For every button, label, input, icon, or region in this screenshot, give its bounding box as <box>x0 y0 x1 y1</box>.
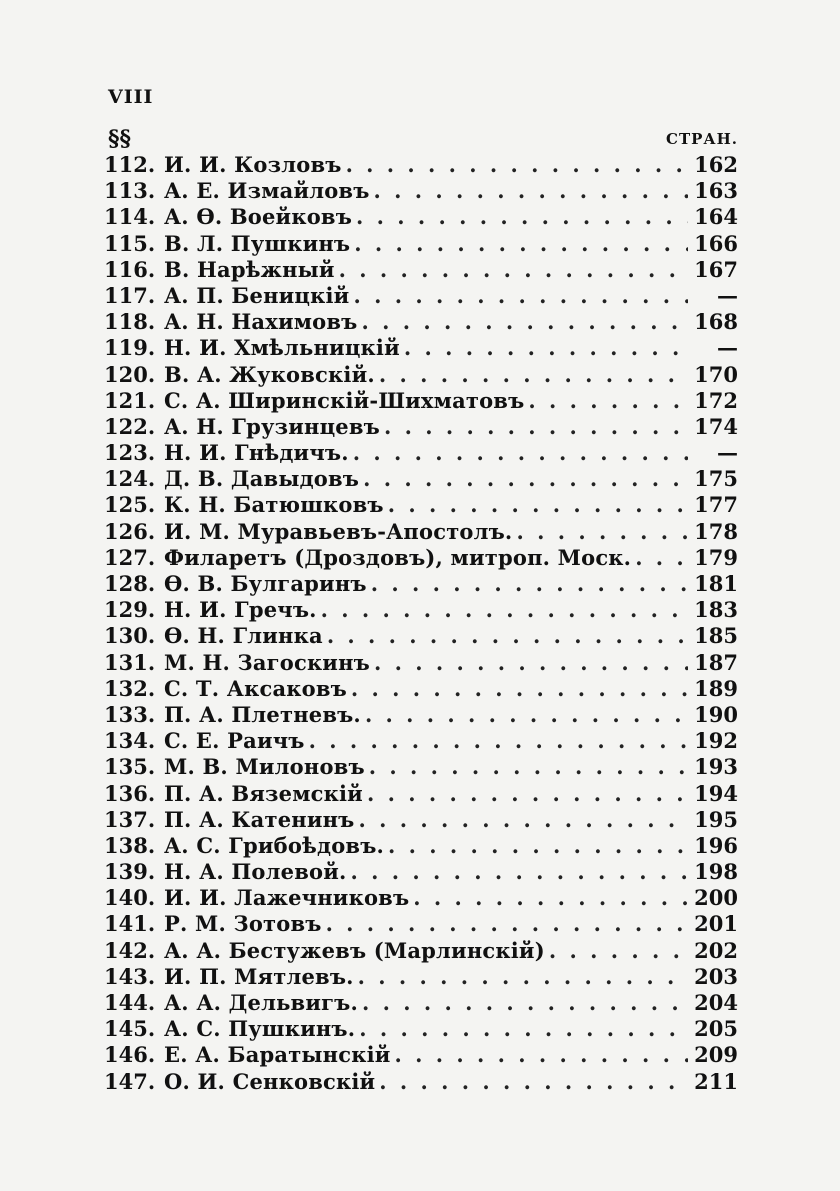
toc-entry-page: 195 <box>694 806 738 832</box>
toc-entry-number: 142. <box>104 937 156 963</box>
toc-entry-page: 164 <box>694 204 738 230</box>
toc-entry-title: И. И. Лажечниковъ <box>164 885 410 911</box>
dot-leader <box>358 964 688 990</box>
toc-entry-title: Н. И. Гречъ. <box>164 597 317 623</box>
dot-leader <box>388 833 688 859</box>
toc-entry <box>104 440 738 466</box>
toc-entry-title: Н. А. Полевой. <box>164 859 347 885</box>
toc-entry-page: 198 <box>694 859 738 885</box>
toc-entry <box>104 519 738 545</box>
toc-entry-title: А. Н. Нахимовъ <box>164 309 358 335</box>
toc-entry-page: 204 <box>694 990 738 1015</box>
toc-entry <box>104 1016 738 1042</box>
dot-leader <box>379 362 688 388</box>
dot-leader <box>369 754 688 780</box>
toc-entry-page: 163 <box>694 178 738 204</box>
toc-entry-title: В. Л. Пушкинъ <box>164 230 351 256</box>
toc-entry-number: 123. <box>104 440 156 466</box>
toc-entry <box>104 623 738 649</box>
toc-entry-page: — <box>717 335 738 361</box>
toc-entry-number: 130. <box>104 623 156 649</box>
toc-entry-number: 132. <box>104 675 156 701</box>
toc-entry-number: 144. <box>104 990 156 1015</box>
dot-leader <box>388 492 688 518</box>
toc-entry-title: С. Т. Аксаковъ <box>164 675 347 701</box>
toc-entry-number: 143. <box>104 963 156 989</box>
toc-entry <box>104 283 738 309</box>
toc-entry-number: 125. <box>104 492 156 518</box>
toc-entry-page: 181 <box>694 571 738 596</box>
toc-entry-page: 172 <box>694 387 738 413</box>
dot-leader <box>374 650 688 676</box>
table-of-contents <box>104 152 738 1095</box>
toc-entry-title: А. Е. Измайловъ <box>164 178 370 204</box>
page-column-label: СТРАН. <box>666 130 738 148</box>
toc-entry-title: И. М. Муравьевъ-Апостолъ. <box>164 518 513 544</box>
section-mark: §§ <box>108 126 132 152</box>
toc-entry-page: 200 <box>694 885 738 911</box>
toc-entry-page: 183 <box>694 597 738 623</box>
toc-entry-page: 179 <box>694 544 738 570</box>
toc-entry-page: 192 <box>694 728 738 754</box>
toc-entry-title: С. А. Ширинскій-Шихматовъ <box>164 387 525 413</box>
toc-entry-page: 185 <box>694 623 738 649</box>
dot-leader <box>374 178 688 204</box>
toc-entry-number: 140. <box>104 885 156 911</box>
dot-leader <box>354 231 688 257</box>
toc-entry <box>104 152 738 178</box>
dot-leader <box>339 257 688 283</box>
toc-entry-page: 194 <box>694 780 738 806</box>
toc-entry-title: А. С. Пушкинъ. <box>164 1016 356 1042</box>
toc-entry-page: — <box>717 282 738 308</box>
toc-entry-number: 112. <box>104 152 156 177</box>
toc-entry-number: 113. <box>104 178 156 204</box>
toc-entry-title: Д. В. Давыдовъ <box>164 466 360 492</box>
toc-entry-page: — <box>717 440 738 466</box>
toc-entry <box>104 938 738 964</box>
toc-entry-page: 187 <box>694 649 738 675</box>
toc-entry-title: Р. М. Зотовъ <box>164 911 322 937</box>
toc-entry-number: 128. <box>104 571 156 596</box>
toc-entry-page: 168 <box>694 309 738 335</box>
toc-entry-number: 117. <box>104 282 156 308</box>
toc-entry-title: Ѳ. В. Булгаринъ <box>164 571 367 596</box>
toc-entry-page: 174 <box>694 413 738 439</box>
toc-entry-title: О. И. Сенковскій <box>164 1068 376 1094</box>
toc-entry <box>104 414 738 440</box>
toc-entry <box>104 885 738 911</box>
toc-entry <box>104 571 738 597</box>
toc-entry-page: 162 <box>694 152 738 177</box>
toc-entry-title: Филаретъ (Дроздовъ), митроп. Моск. <box>164 544 632 570</box>
toc-entry-number: 114. <box>104 204 156 230</box>
toc-entry-page: 166 <box>694 230 738 256</box>
toc-entry-number: 124. <box>104 466 156 492</box>
toc-entry-number: 115. <box>104 230 156 256</box>
toc-entry <box>104 545 738 571</box>
dot-leader <box>367 781 688 807</box>
dot-leader <box>395 1042 688 1068</box>
toc-entry-number: 136. <box>104 780 156 806</box>
dot-leader <box>351 676 688 702</box>
dot-leader <box>309 728 688 754</box>
toc-entry <box>104 309 738 335</box>
toc-entry <box>104 859 738 885</box>
toc-entry <box>104 702 738 728</box>
toc-entry-number: 141. <box>104 911 156 937</box>
dot-leader <box>361 309 688 335</box>
toc-entry <box>104 1042 738 1068</box>
toc-entry <box>104 492 738 518</box>
dot-leader <box>327 623 688 649</box>
dot-leader <box>371 571 688 597</box>
toc-entry-page: 167 <box>694 256 738 282</box>
toc-entry-title: Н. И. Хмѣльницкій <box>164 335 400 361</box>
toc-entry-title: Н. И. Гнѣдичъ. <box>164 440 349 466</box>
dot-leader <box>363 466 688 492</box>
dot-leader <box>413 885 688 911</box>
toc-entry <box>104 754 738 780</box>
toc-entry-title: В. А. Жуковскій. <box>164 361 375 387</box>
toc-entry-number: 146. <box>104 1042 156 1068</box>
toc-entry-page: 193 <box>694 754 738 780</box>
toc-entry-page: 178 <box>694 518 738 544</box>
toc-entry-title: П. А. Катенинъ <box>164 806 355 832</box>
toc-entry-title: П. А. Вяземскій <box>164 780 363 806</box>
toc-entry <box>104 990 738 1016</box>
toc-entry <box>104 911 738 937</box>
toc-entry-title: М. В. Милоновъ <box>164 754 365 780</box>
toc-entry-number: 135. <box>104 754 156 780</box>
toc-entry <box>104 728 738 754</box>
toc-entry <box>104 597 738 623</box>
dot-leader <box>384 414 688 440</box>
dot-leader <box>353 283 688 309</box>
toc-entry-number: 120. <box>104 361 156 387</box>
toc-entry-page: 209 <box>694 1042 738 1068</box>
toc-entry-number: 137. <box>104 806 156 832</box>
dot-leader <box>326 911 688 937</box>
toc-entry-title: Е. А. Баратынскій <box>164 1042 391 1068</box>
toc-entry-number: 126. <box>104 518 156 544</box>
toc-entry-title: И. И. Козловъ <box>164 152 342 177</box>
dot-leader <box>379 1069 688 1095</box>
toc-entry-title: А. А. Бестужевъ (Марлинскій) <box>164 937 545 963</box>
toc-entry <box>104 388 738 414</box>
toc-entry-number: 116. <box>104 256 156 282</box>
page-number: VIII <box>108 86 154 108</box>
toc-entry-page: 211 <box>694 1068 738 1094</box>
toc-entry <box>104 466 738 492</box>
toc-entry <box>104 833 738 859</box>
toc-entry-title: К. Н. Батюшковъ <box>164 492 384 518</box>
toc-entry-page: 189 <box>694 675 738 701</box>
toc-entry <box>104 204 738 230</box>
dot-leader <box>356 204 688 230</box>
toc-entry-title: А. Н. Грузинцевъ <box>164 413 380 439</box>
toc-entry-page: 202 <box>694 937 738 963</box>
dot-leader <box>365 702 688 728</box>
toc-entry-number: 119. <box>104 335 156 361</box>
toc-entry <box>104 1069 738 1095</box>
toc-entry-number: 118. <box>104 309 156 335</box>
toc-entry-number: 121. <box>104 387 156 413</box>
toc-entry-title: А. П. Беницкій <box>164 282 350 308</box>
toc-entry <box>104 964 738 990</box>
dot-leader <box>404 335 688 361</box>
dot-leader <box>346 152 688 178</box>
toc-entry-page: 205 <box>694 1016 738 1042</box>
dot-leader <box>350 859 688 885</box>
toc-entry-number: 122. <box>104 413 156 439</box>
toc-entry-title: И. П. Мятлевъ. <box>164 963 354 989</box>
toc-entry <box>104 257 738 283</box>
dot-leader <box>528 388 688 414</box>
toc-entry <box>104 781 738 807</box>
toc-entry <box>104 807 738 833</box>
toc-entry-page: 170 <box>694 361 738 387</box>
toc-entry-number: 139. <box>104 859 156 885</box>
dot-leader <box>321 597 688 623</box>
toc-entry-title: Ѳ. Н. Глинка <box>164 623 323 649</box>
toc-entry <box>104 178 738 204</box>
toc-entry-number: 145. <box>104 1016 156 1042</box>
dot-leader <box>359 807 689 833</box>
toc-entry-title: С. Е. Раичъ <box>164 728 305 754</box>
dot-leader <box>516 519 688 545</box>
toc-entry-page: 177 <box>694 492 738 518</box>
toc-entry-number: 134. <box>104 728 156 754</box>
toc-entry-title: М. Н. Загоскинъ <box>164 649 370 675</box>
toc-entry-title: А. С. Грибоѣдовъ. <box>164 832 385 858</box>
toc-entry <box>104 650 738 676</box>
toc-entry-number: 133. <box>104 701 156 727</box>
toc-entry-page: 201 <box>694 911 738 937</box>
toc-entry-title: А. Ѳ. Воейковъ <box>164 204 353 230</box>
toc-entry-number: 147. <box>104 1068 156 1094</box>
toc-entry-number: 129. <box>104 597 156 623</box>
dot-leader <box>362 990 688 1016</box>
toc-entry-number: 127. <box>104 544 156 570</box>
toc-entry-page: 196 <box>694 832 738 858</box>
toc-header <box>108 126 738 152</box>
dot-leader <box>549 938 688 964</box>
toc-entry-page: 190 <box>694 701 738 727</box>
toc-entry <box>104 335 738 361</box>
dot-leader <box>353 440 688 466</box>
toc-entry <box>104 362 738 388</box>
toc-entry-title: П. А. Плетневъ. <box>164 701 361 727</box>
toc-entry-title: А. А. Дельвигъ. <box>164 990 358 1015</box>
dot-leader <box>359 1016 688 1042</box>
toc-entry-title: В. Нарѣжный <box>164 256 335 282</box>
toc-entry <box>104 231 738 257</box>
toc-entry-page: 203 <box>694 963 738 989</box>
toc-entry-number: 131. <box>104 649 156 675</box>
toc-entry <box>104 676 738 702</box>
toc-entry-page: 175 <box>694 466 738 492</box>
toc-entry-number: 138. <box>104 832 156 858</box>
dot-leader <box>635 545 688 571</box>
